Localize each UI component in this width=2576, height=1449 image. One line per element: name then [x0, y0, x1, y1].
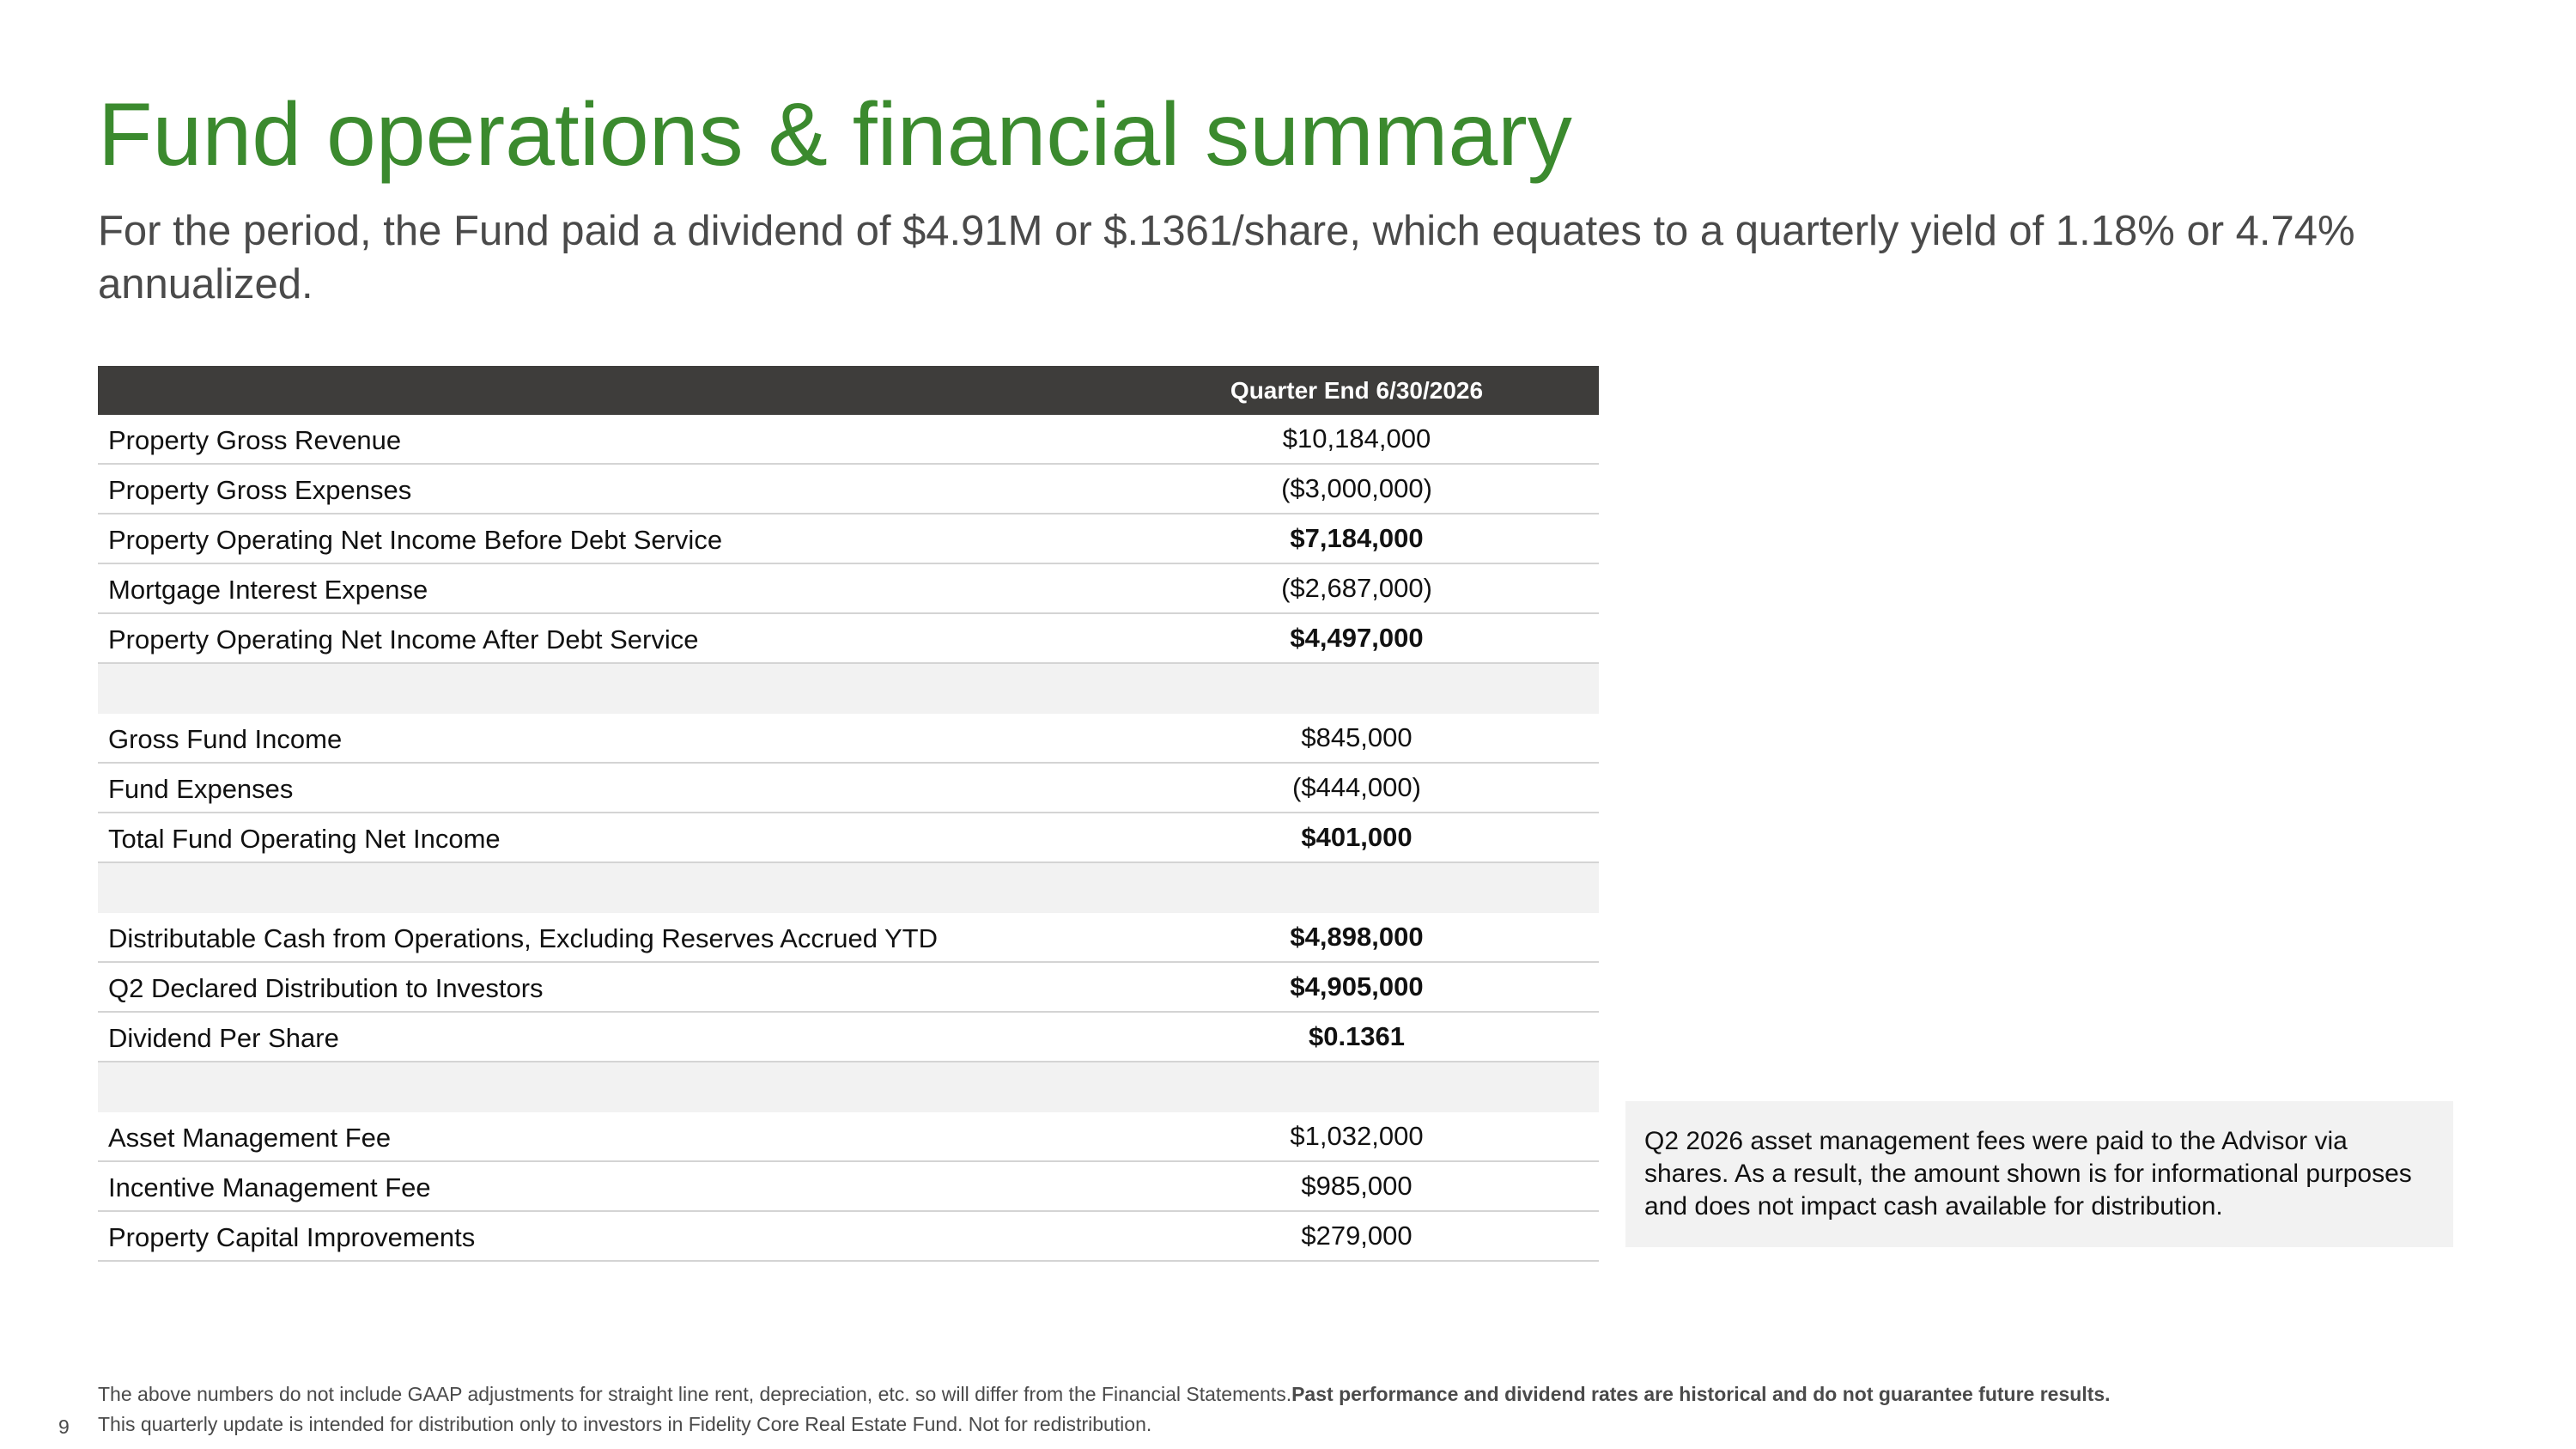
table-row [98, 1212, 1599, 1262]
row-value: ($444,000) [1292, 772, 1421, 802]
table-row [98, 465, 1599, 514]
row-label: Mortgage Interest Expense [108, 575, 428, 605]
row-label: Property Operating Net Income Before Debt Service [108, 525, 723, 555]
row-label: Fund Expenses [108, 774, 294, 804]
footer-disclaimer [98, 1379, 2545, 1440]
row-label: Asset Management Fee [108, 1123, 392, 1153]
footer-performance-disclaimer: Past performance and dividend rates are historical and do not guarantee future results. [1291, 1383, 2111, 1405]
row-label: Incentive Management Fee [108, 1172, 431, 1202]
table-row [98, 1013, 1599, 1062]
row-value: $4,898,000 [1290, 922, 1424, 952]
row-value: $7,184,000 [1290, 523, 1424, 553]
page-number: 9 [58, 1416, 70, 1438]
asset-management-fee-note: Q2 2026 asset management fees were paid to the Advisor via shares. As a result, the amount shown is for informational purposes and does not impact cash available for distribution. [1625, 1101, 2453, 1247]
row-value: ($2,687,000) [1281, 573, 1432, 603]
row-label: Dividend Per Share [108, 1023, 339, 1053]
row-value: $4,497,000 [1290, 623, 1424, 653]
table-row [98, 614, 1599, 664]
row-label: Gross Fund Income [108, 724, 343, 754]
table-spacer-row [98, 863, 1599, 913]
slide-subtitle: For the period, the Fund paid a dividend of $4.91M or $.1361/share, which equates to a quarterly yield of 1.18% or 4.74% annualized. [98, 208, 2355, 307]
row-value: $985,000 [1301, 1171, 1413, 1201]
table-row [98, 764, 1599, 813]
table-row [98, 1162, 1599, 1212]
table-row [98, 514, 1599, 564]
row-value: $401,000 [1301, 822, 1413, 852]
table-row [98, 1112, 1599, 1162]
footer-line-2: This quarterly update is intended for distribution only to investors in Fidelity Core Real Estate Fund. Not for redistribution. [98, 1413, 1152, 1435]
row-label: Total Fund Operating Net Income [108, 824, 501, 854]
row-label: Property Capital Improvements [108, 1222, 476, 1252]
table-row [98, 963, 1599, 1013]
row-label: Property Gross Expenses [108, 475, 412, 505]
financial-summary-table [98, 366, 1599, 1262]
table-spacer-row [98, 664, 1599, 714]
table-row [98, 813, 1599, 863]
row-value: $4,905,000 [1290, 971, 1424, 1002]
table-row [98, 913, 1599, 963]
row-value: ($3,000,000) [1281, 473, 1432, 503]
row-value: $0.1361 [1308, 1021, 1406, 1051]
table-spacer-row [98, 1062, 1599, 1112]
table-row [98, 564, 1599, 614]
row-value: $10,184,000 [1282, 423, 1431, 454]
row-value: $845,000 [1301, 722, 1413, 752]
slide-title: Fund operations & financial summary [98, 85, 1572, 185]
row-label: Property Gross Revenue [108, 425, 402, 455]
footer-disclaimer-text: The above numbers do not include GAAP adjustments for straight line rent, depreciation, etc. so will differ from the Financial Statements. [98, 1383, 1292, 1405]
footer-line-1 [98, 1379, 2545, 1409]
table-header-row [98, 366, 1599, 415]
table-row [98, 714, 1599, 764]
row-label: Distributable Cash from Operations, Excluding Reserves Accrued YTD [108, 923, 939, 953]
row-label: Q2 Declared Distribution to Investors [108, 973, 544, 1003]
row-value: $279,000 [1301, 1221, 1413, 1251]
row-value: $1,032,000 [1290, 1121, 1424, 1151]
column-header-quarter-end: Quarter End 6/30/2026 [1230, 377, 1484, 404]
table-row [98, 415, 1599, 465]
row-label: Property Operating Net Income After Debt Service [108, 624, 699, 654]
